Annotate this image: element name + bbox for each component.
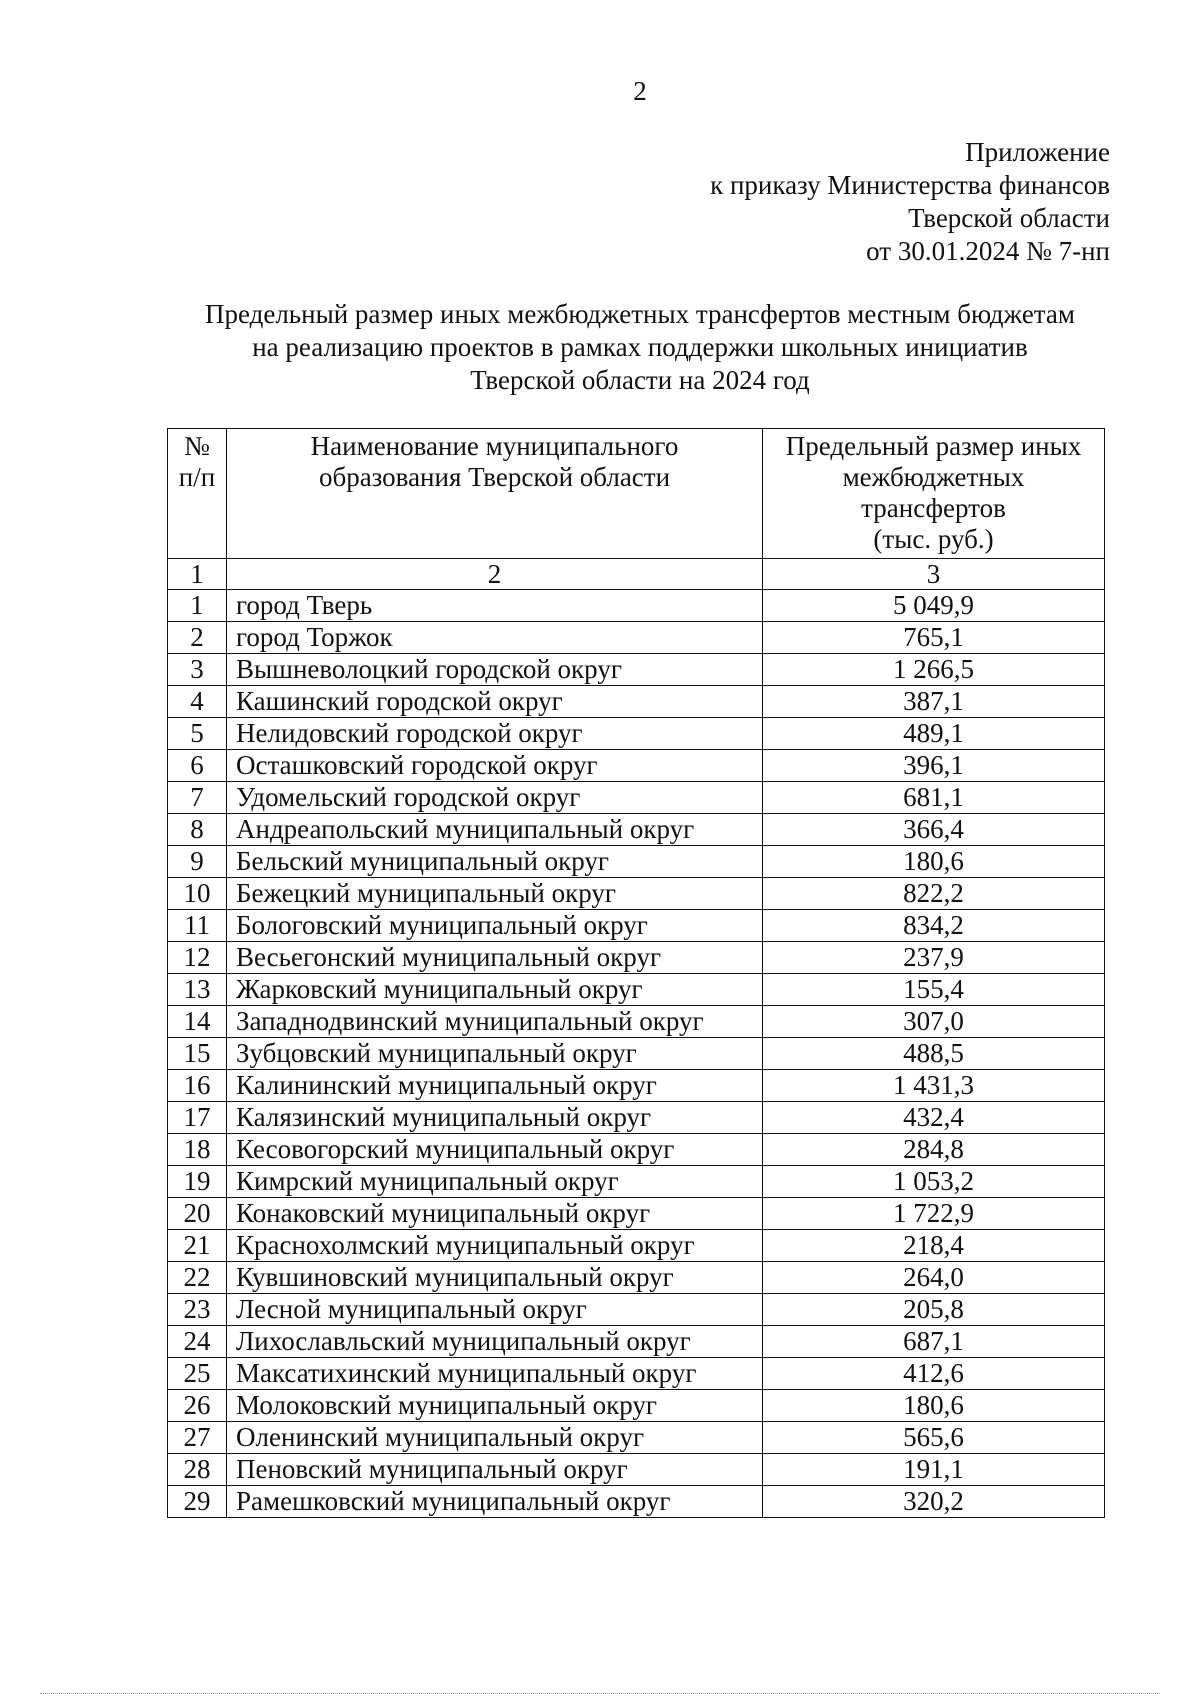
transfer-amount: 1 722,9 [763, 1198, 1105, 1230]
table-row [168, 1486, 1105, 1518]
row-number: 22 [168, 1262, 227, 1294]
municipality-name: Вышневолоцкий городской округ [227, 654, 763, 686]
row-number: 4 [168, 686, 227, 718]
municipality-name: Пеновский муниципальный округ [227, 1454, 763, 1486]
title-line: Предельный размер иных межбюджетных трансфертов местным бюджетам [204, 299, 1075, 329]
column-number: 2 [227, 559, 763, 590]
header-amount [763, 429, 1105, 559]
row-number: 21 [168, 1230, 227, 1262]
transfer-amount: 218,4 [763, 1230, 1105, 1262]
table-row [168, 1454, 1105, 1486]
title-line: на реализацию проектов в рамках поддержки школьных инициатив [252, 332, 1028, 362]
transfer-amount: 396,1 [763, 750, 1105, 782]
transfer-amount: 237,9 [763, 942, 1105, 974]
page-number: 2 [633, 76, 647, 106]
transfer-amount: 1 431,3 [763, 1070, 1105, 1102]
row-number: 27 [168, 1422, 227, 1454]
table-row [168, 942, 1105, 974]
transfer-amount: 264,0 [763, 1262, 1105, 1294]
table-row [168, 590, 1105, 622]
municipality-name: Западнодвинский муниципальный округ [227, 1006, 763, 1038]
header-text: образования Тверской области [318, 462, 671, 492]
table-row [168, 1198, 1105, 1230]
table-row [168, 846, 1105, 878]
table-row [168, 1422, 1105, 1454]
transfer-amount: 1 053,2 [763, 1166, 1105, 1198]
transfer-amount: 565,6 [763, 1422, 1105, 1454]
table-row [168, 1358, 1105, 1390]
row-number: 29 [168, 1486, 227, 1518]
row-number: 12 [168, 942, 227, 974]
municipality-name: Кесовогорский муниципальный округ [227, 1134, 763, 1166]
municipality-name: Нелидовский городской округ [227, 718, 763, 750]
municipality-name: Краснохолмский муниципальный округ [227, 1230, 763, 1262]
header-text: Наименование муниципального [310, 431, 679, 461]
column-number: 1 [168, 559, 227, 590]
municipality-name: Зубцовский муниципальный округ [227, 1038, 763, 1070]
row-number: 1 [168, 590, 227, 622]
column-number-row [168, 559, 1105, 590]
row-number: 26 [168, 1390, 227, 1422]
transfer-amount: 180,6 [763, 1390, 1105, 1422]
table-row [168, 910, 1105, 942]
transfers-table [167, 428, 1105, 1518]
header-municipality [227, 429, 763, 559]
transfers-table-wrapper [167, 428, 1105, 1518]
table-row [168, 1134, 1105, 1166]
row-number: 2 [168, 622, 227, 654]
municipality-name: Лесной муниципальный округ [227, 1294, 763, 1326]
row-number: 10 [168, 878, 227, 910]
table-row [168, 718, 1105, 750]
row-number: 14 [168, 1006, 227, 1038]
transfer-amount: 205,8 [763, 1294, 1105, 1326]
municipality-name: Оленинский муниципальный округ [227, 1422, 763, 1454]
appendix-line: Приложение [965, 137, 1110, 167]
municipality-name: город Торжок [227, 622, 763, 654]
table-row [168, 654, 1105, 686]
header-text: Предельный размер иных [785, 431, 1082, 461]
municipality-name: Бежецкий муниципальный округ [227, 878, 763, 910]
municipality-name: Калининский муниципальный округ [227, 1070, 763, 1102]
transfer-amount: 687,1 [763, 1326, 1105, 1358]
transfer-amount: 488,5 [763, 1038, 1105, 1070]
row-number: 13 [168, 974, 227, 1006]
row-number: 9 [168, 846, 227, 878]
row-number: 20 [168, 1198, 227, 1230]
header-text: п/п [178, 462, 216, 492]
row-number: 19 [168, 1166, 227, 1198]
municipality-name: Жарковский муниципальный округ [227, 974, 763, 1006]
table-row [168, 1230, 1105, 1262]
table-body [168, 590, 1105, 1518]
row-number: 25 [168, 1358, 227, 1390]
appendix-line: к приказу Министерства финансов [710, 170, 1110, 200]
row-number: 7 [168, 782, 227, 814]
municipality-name: Лихославльский муниципальный округ [227, 1326, 763, 1358]
municipality-name: Максатихинский муниципальный округ [227, 1358, 763, 1390]
transfer-amount: 191,1 [763, 1454, 1105, 1486]
table-row [168, 1006, 1105, 1038]
appendix-line: Тверской области [908, 203, 1110, 233]
transfer-amount: 822,2 [763, 878, 1105, 910]
table-row [168, 814, 1105, 846]
table-row [168, 1262, 1105, 1294]
table-row [168, 878, 1105, 910]
header-text: № [184, 431, 210, 461]
table-row [168, 622, 1105, 654]
transfer-amount: 681,1 [763, 782, 1105, 814]
row-number: 17 [168, 1102, 227, 1134]
municipality-name: Конаковский муниципальный округ [227, 1198, 763, 1230]
row-number: 16 [168, 1070, 227, 1102]
transfer-amount: 5 049,9 [763, 590, 1105, 622]
table-row [168, 1102, 1105, 1134]
header-text: (тыс. руб.) [873, 524, 994, 554]
municipality-name: Осташковский городской округ [227, 750, 763, 782]
table-row [168, 1070, 1105, 1102]
table-header-row [168, 429, 1105, 559]
transfer-amount: 1 266,5 [763, 654, 1105, 686]
row-number: 18 [168, 1134, 227, 1166]
transfer-amount: 489,1 [763, 718, 1105, 750]
municipality-name: Кимрский муниципальный округ [227, 1166, 763, 1198]
table-row [168, 782, 1105, 814]
table-row [168, 686, 1105, 718]
table-row [168, 1166, 1105, 1198]
municipality-name: Весьегонский муниципальный округ [227, 942, 763, 974]
municipality-name: Рамешковский муниципальный округ [227, 1486, 763, 1518]
document-title [140, 298, 1140, 397]
row-number: 11 [168, 910, 227, 942]
scan-edge-divider [40, 1693, 1160, 1694]
transfer-amount: 180,6 [763, 846, 1105, 878]
column-number: 3 [763, 559, 1105, 590]
transfer-amount: 155,4 [763, 974, 1105, 1006]
transfer-amount: 284,8 [763, 1134, 1105, 1166]
table-row [168, 1390, 1105, 1422]
municipality-name: Бологовский муниципальный округ [227, 910, 763, 942]
transfer-amount: 387,1 [763, 686, 1105, 718]
header-text: трансфертов [861, 493, 1006, 523]
table-row [168, 974, 1105, 1006]
table-row [168, 1038, 1105, 1070]
header-number [168, 429, 227, 559]
transfer-amount: 412,6 [763, 1358, 1105, 1390]
appendix-block [710, 136, 1110, 268]
table-row [168, 750, 1105, 782]
municipality-name: Андреапольский муниципальный округ [227, 814, 763, 846]
transfer-amount: 366,4 [763, 814, 1105, 846]
table-row [168, 1294, 1105, 1326]
row-number: 15 [168, 1038, 227, 1070]
row-number: 8 [168, 814, 227, 846]
row-number: 23 [168, 1294, 227, 1326]
row-number: 24 [168, 1326, 227, 1358]
row-number: 6 [168, 750, 227, 782]
appendix-date-number: от 30.01.2024 № 7-нп [866, 236, 1110, 266]
municipality-name: Удомельский городской округ [227, 782, 763, 814]
transfer-amount: 432,4 [763, 1102, 1105, 1134]
title-line: Тверской области на 2024 год [470, 365, 810, 395]
municipality-name: Кашинский городской округ [227, 686, 763, 718]
row-number: 3 [168, 654, 227, 686]
transfer-amount: 765,1 [763, 622, 1105, 654]
transfer-amount: 307,0 [763, 1006, 1105, 1038]
row-number: 5 [168, 718, 227, 750]
transfer-amount: 320,2 [763, 1486, 1105, 1518]
municipality-name: Молоковский муниципальный округ [227, 1390, 763, 1422]
municipality-name: Калязинский муниципальный округ [227, 1102, 763, 1134]
table-row [168, 1326, 1105, 1358]
header-text: межбюджетных [842, 462, 1025, 492]
row-number: 28 [168, 1454, 227, 1486]
transfer-amount: 834,2 [763, 910, 1105, 942]
municipality-name: Кувшиновский муниципальный округ [227, 1262, 763, 1294]
municipality-name: Бельский муниципальный округ [227, 846, 763, 878]
municipality-name: город Тверь [227, 590, 763, 622]
